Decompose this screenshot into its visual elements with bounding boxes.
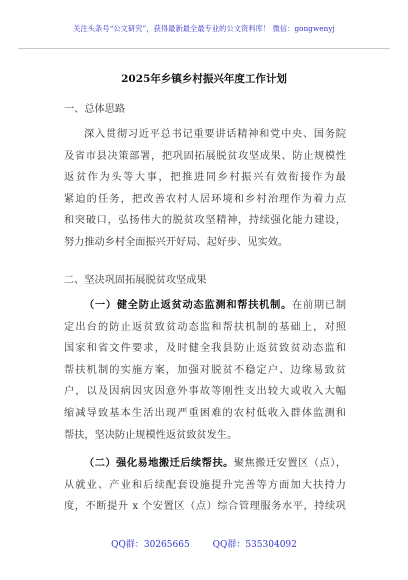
section1-heading: 一、总体思路 — [64, 104, 126, 115]
paragraph-line: 及省市县决策部署，把巩固拓展脱贫攻坚成果、防止规模性 — [64, 150, 346, 162]
item2-bold-lead: （二）强化易地搬迁后续帮扶。 — [84, 457, 234, 469]
paragraph-line: 努力推动乡村全面振兴开好局、起好步、见实效。 — [64, 236, 289, 248]
section1-paragraph — [64, 124, 346, 254]
document-title: 2025年乡镇乡村振兴年度工作计划 — [121, 73, 287, 85]
paragraph-line: 帮扶机制的实施方案，加强对脱贫不稳定户、边缘易致贫 — [64, 364, 346, 376]
paragraph-line: 户，以及因病因灾因意外事故等刚性支出较大或收入大幅 — [64, 386, 346, 398]
paragraph-line: 国家和省文件要求，及时健全我县防止返贫致贫动态监和 — [64, 343, 346, 355]
paragraph-line: 度，不断提升 x 个安置区（点）综合管理服务水平，持续巩 — [64, 501, 346, 513]
paragraph-line: 缩减导致基本生活出现严重困难的农村低收入群体监测和 — [64, 407, 346, 419]
item2-lead-rest: 聚焦搬迁安置区（点）， — [233, 458, 346, 469]
paragraph-line: 帮扶，坚决防止规模性返贫致贫发生。 — [64, 429, 238, 441]
footer-qq-group-1: QQ群：30265665 — [111, 540, 190, 550]
header-promo-note: 关注头条号“公文研究”，获得最新最全最专业的公文资料库！ 微信：gongwenyj — [73, 24, 335, 33]
paragraph-line: 紧迫的任务，把改善农村人居环境和乡村治理作为着力点 — [64, 193, 346, 205]
footer-qq-group-2: QQ群：535304092 — [212, 540, 297, 550]
item1-bold-lead: （一）健全防止返贫动态监测和帮扶机制。 — [84, 299, 293, 311]
section2-heading: 二、坚决巩固拓展脱贫攻坚成果 — [64, 275, 207, 286]
section2-item2-paragraph — [64, 453, 346, 518]
paragraph-line: 深入贯彻习近平总书记重要讲话精神和党中央、国务院 — [84, 129, 346, 140]
header-divider — [18, 48, 390, 49]
paragraph-line: 返贫作为头等大事，把推进同乡村振兴有效衔接作为最 — [64, 172, 346, 184]
section2-item1-paragraph — [64, 295, 346, 446]
item1-lead-rest: 在前期已制 — [292, 300, 346, 311]
paragraph-line — [64, 453, 346, 475]
paragraph-line: 从就业、产业和后续配套设施提升完善等方面加大扶持力 — [64, 479, 346, 491]
paragraph-line: 和突破口，弘扬伟大的脱贫攻坚精神，持续强化能力建设， — [64, 215, 346, 227]
footer-contact — [0, 537, 408, 550]
paragraph-line — [64, 295, 346, 317]
paragraph-line: 定出台的防止返贫致贫动态监和帮扶机制的基础上，对照 — [64, 321, 346, 333]
